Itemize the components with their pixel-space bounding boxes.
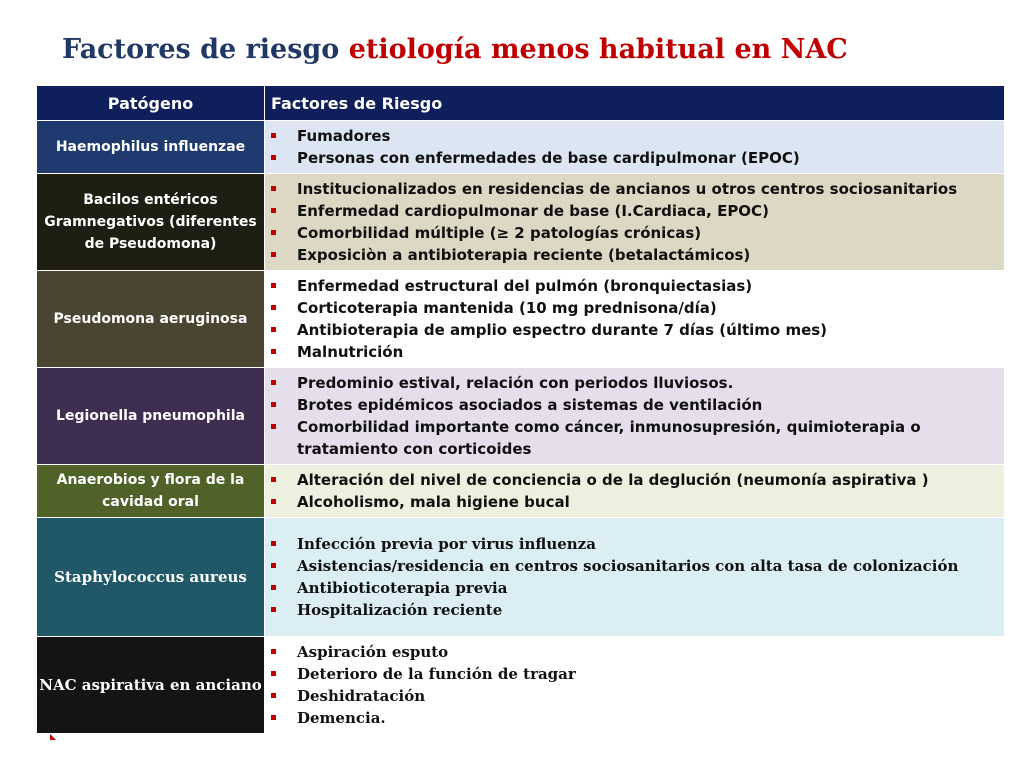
square-bullet-icon bbox=[271, 649, 276, 654]
factors-cell bbox=[265, 174, 1005, 271]
square-bullet-icon bbox=[271, 349, 276, 354]
factor-text: Institucionalizados en residencias de ancianos u otros centros sociosanitarios bbox=[297, 180, 958, 198]
table-row bbox=[37, 174, 1005, 271]
factor-text: Enfermedad cardiopulmonar de base (I.Cardiaca, EPOC) bbox=[297, 202, 769, 220]
square-bullet-icon bbox=[271, 252, 276, 257]
factors-cell bbox=[265, 271, 1005, 368]
square-bullet-icon bbox=[271, 541, 276, 546]
factor-text: Asistencias/residencia en centros sociosanitarios con alta tasa de colonización bbox=[297, 557, 959, 575]
list-item bbox=[265, 577, 1004, 599]
square-bullet-icon bbox=[271, 585, 276, 590]
square-bullet-icon bbox=[271, 305, 276, 310]
list-item bbox=[265, 319, 1004, 341]
factor-text: Aspiración esputo bbox=[297, 643, 449, 661]
list-item bbox=[265, 555, 1004, 577]
factor-list bbox=[265, 125, 1004, 169]
list-item bbox=[265, 125, 1004, 147]
table-row bbox=[37, 368, 1005, 465]
risk-factors-table bbox=[36, 85, 1005, 734]
factor-text: Hospitalización reciente bbox=[297, 601, 503, 619]
list-item bbox=[265, 599, 1004, 621]
factor-list bbox=[265, 641, 1004, 729]
factor-text: Malnutrición bbox=[297, 343, 404, 361]
square-bullet-icon bbox=[271, 186, 276, 191]
pathogen-cell: Haemophilus influenzae bbox=[37, 121, 265, 174]
list-item bbox=[265, 372, 1004, 394]
list-item bbox=[265, 275, 1004, 297]
slide-title bbox=[62, 34, 848, 65]
list-item bbox=[265, 533, 1004, 555]
square-bullet-icon bbox=[271, 380, 276, 385]
factor-text: Antibioticoterapia previa bbox=[297, 579, 508, 597]
square-bullet-icon bbox=[271, 133, 276, 138]
factor-text: Demencia. bbox=[297, 709, 386, 727]
title-part-risk-factors: Factores de riesgo bbox=[62, 34, 340, 65]
square-bullet-icon bbox=[271, 402, 276, 407]
table-header-row bbox=[37, 86, 1005, 121]
pathogen-cell: NAC aspirativa en anciano bbox=[37, 637, 265, 734]
square-bullet-icon bbox=[271, 563, 276, 568]
list-item bbox=[265, 394, 1004, 416]
list-item bbox=[265, 244, 1004, 266]
list-item bbox=[265, 685, 1004, 707]
square-bullet-icon bbox=[271, 693, 276, 698]
pathogen-cell: Anaerobios y flora de la cavidad oral bbox=[37, 465, 265, 518]
factor-text: Alcoholismo, mala higiene bucal bbox=[297, 493, 570, 511]
list-item bbox=[265, 297, 1004, 319]
factor-text: Brotes epidémicos asociados a sistemas de ventilación bbox=[297, 396, 763, 414]
factor-text: Infección previa por virus influenza bbox=[297, 535, 596, 553]
list-item bbox=[265, 222, 1004, 244]
factor-text: Comorbilidad importante como cáncer, inmunosupresión, quimioterapia o tratamiento con corticoides bbox=[297, 418, 921, 458]
factor-text: Deshidratación bbox=[297, 687, 426, 705]
factor-list bbox=[265, 533, 1004, 621]
factors-cell bbox=[265, 465, 1005, 518]
header-pathogen: Patógeno bbox=[37, 86, 265, 121]
factor-text: Deterioro de la función de tragar bbox=[297, 665, 576, 683]
table-row bbox=[37, 518, 1005, 637]
factor-text: Enfermedad estructural del pulmón (bronquiectasias) bbox=[297, 277, 753, 295]
factor-list bbox=[265, 178, 1004, 266]
pathogen-cell: Bacilos entéricos Gramnegativos (diferentes de Pseudomona) bbox=[37, 174, 265, 271]
square-bullet-icon bbox=[271, 283, 276, 288]
factor-list bbox=[265, 275, 1004, 363]
slide-corner-marker-icon bbox=[50, 734, 56, 740]
factor-text: Corticoterapia mantenida (10 mg prednisona/día) bbox=[297, 299, 717, 317]
square-bullet-icon bbox=[271, 499, 276, 504]
list-item bbox=[265, 641, 1004, 663]
list-item bbox=[265, 341, 1004, 363]
square-bullet-icon bbox=[271, 327, 276, 332]
table-row bbox=[37, 637, 1005, 734]
factors-cell bbox=[265, 121, 1005, 174]
list-item bbox=[265, 147, 1004, 169]
list-item bbox=[265, 491, 1004, 513]
factors-cell bbox=[265, 637, 1005, 734]
list-item bbox=[265, 200, 1004, 222]
table-row bbox=[37, 271, 1005, 368]
square-bullet-icon bbox=[271, 230, 276, 235]
square-bullet-icon bbox=[271, 424, 276, 429]
list-item bbox=[265, 416, 1004, 460]
factor-list bbox=[265, 469, 1004, 513]
table-row bbox=[37, 121, 1005, 174]
factors-cell bbox=[265, 518, 1005, 637]
list-item bbox=[265, 707, 1004, 729]
pathogen-cell: Staphylococcus aureus bbox=[37, 518, 265, 637]
square-bullet-icon bbox=[271, 155, 276, 160]
factor-text: Comorbilidad múltiple (≥ 2 patologías crónicas) bbox=[297, 224, 702, 242]
factor-text: Predominio estival, relación con periodos lluviosos. bbox=[297, 374, 734, 392]
square-bullet-icon bbox=[271, 208, 276, 213]
square-bullet-icon bbox=[271, 607, 276, 612]
pathogen-cell: Pseudomona aeruginosa bbox=[37, 271, 265, 368]
pathogen-cell: Legionella pneumophila bbox=[37, 368, 265, 465]
list-item bbox=[265, 663, 1004, 685]
list-item bbox=[265, 178, 1004, 200]
factor-text: Exposiciòn a antibioterapia reciente (betalactámicos) bbox=[297, 246, 751, 264]
square-bullet-icon bbox=[271, 671, 276, 676]
title-part-etiology: etiología menos habitual en NAC bbox=[348, 34, 848, 65]
factor-list bbox=[265, 372, 1004, 460]
list-item bbox=[265, 469, 1004, 491]
factor-text: Fumadores bbox=[297, 127, 391, 145]
factor-text: Personas con enfermedades de base cardipulmonar (EPOC) bbox=[297, 149, 800, 167]
table-row bbox=[37, 465, 1005, 518]
factor-text: Antibioterapia de amplio espectro durante 7 días (último mes) bbox=[297, 321, 828, 339]
factor-text: Alteración del nivel de conciencia o de la deglución (neumonía aspirativa ) bbox=[297, 471, 929, 489]
square-bullet-icon bbox=[271, 477, 276, 482]
factors-cell bbox=[265, 368, 1005, 465]
square-bullet-icon bbox=[271, 715, 276, 720]
header-risk-factors: Factores de Riesgo bbox=[265, 86, 1005, 121]
